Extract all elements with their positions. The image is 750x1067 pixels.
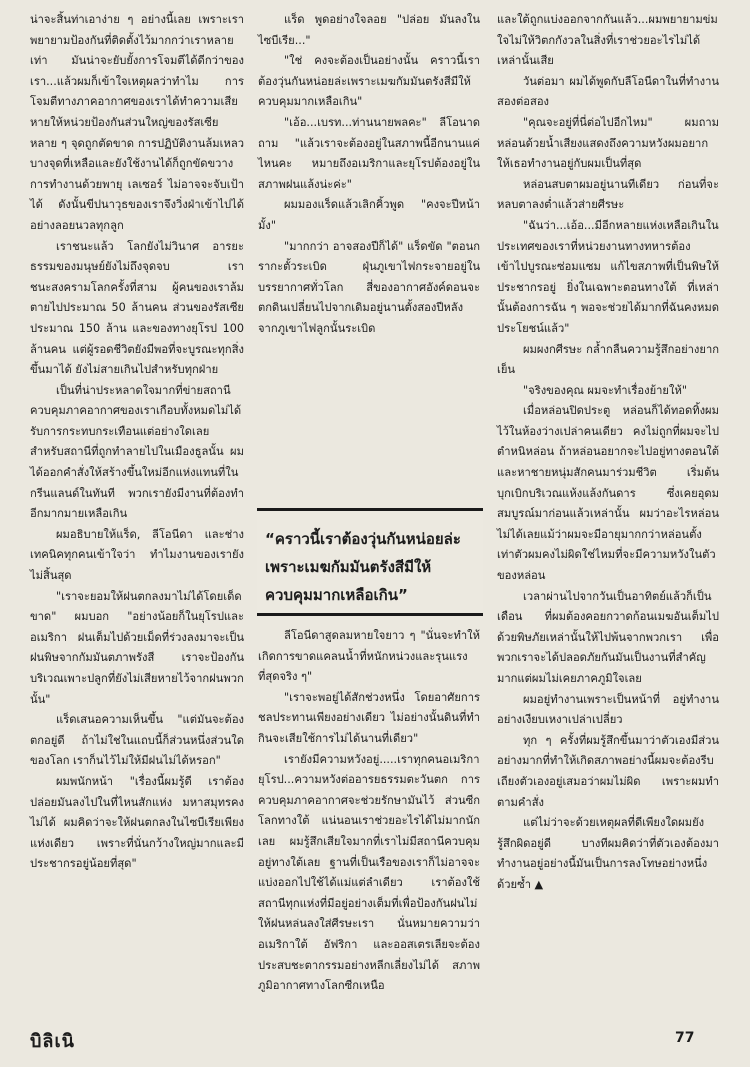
- paragraph: "เราจะยอมให้ฝนตกลงมาไม่ได้โดยเด็ดขาด" ผมบอก "อย่างน้อยก็ในยุโรปและอเมริกา ฝนเต็มไปด้วยเม็ดที่ร่วงลงมาจะเป็นฝนพิษจากกัมมันตภาพรังสี เราจะป้องกันบริเวณเพาะปลูกที่ยังไม่เสียหายไว้จากฝนพวกนั้น": [30, 589, 244, 706]
- paragraph: แร็ดเสนอความเห็นขึ้น "แต่มันจะต้องตกอยู่ดี ถ้าไม่ใช่ในแถบนี้ก็ส่วนหนึ่งส่วนใดของโลก เราก็นไว้ไม่ให้มีฝนไม่ได้หรอก": [30, 713, 244, 768]
- paragraph: เมื่อหล่อนปิดประตู หล่อนก็ได้ทอดทิ้งผมไว้ในห้องว่างเปล่าคนเดียว คงไม่ถูกที่ผมจะไปตำหนิหล่อน ถ้าหล่อนอยากจะไปอยู่ทางตอนใต้และหาชายหนุ่มสักคนมาร่วมชีวิต เริ่มต้นบุกเบิกบริเวณแห้งแล้งกันดาร ซึ่งเคยอุดมสมบูรณ์มาก่อนแล้วเหล่านั้น ผมว่าอะไรหล่อนไม่ได้เลยแม้ว่าผมจะมีอายุมากกว่าหล่อนตั้งเท่าตัวผมคงไม่ผิดใช่ไหมที่จะมีความหวังในตัวของหล่อน: [497, 404, 719, 583]
- paragraph: ผมมองแร็ดแล้วเลิกคิ้วพูด "คงจะปีหน้ามั้ง": [258, 198, 480, 232]
- pull-quote-box: [257, 508, 483, 616]
- paragraph: ลีโอนีดาสูดลมหายใจยาว ๆ "นั่นจะทำให้เกิดการขาดแคลนน้ำที่หนักหน่วงและรุนแรงที่สุดจริง ๆ": [258, 629, 480, 684]
- paragraph: ผมผงกศีรษะ กล้ำกลืนความรู้สึกอย่างยากเย็น: [497, 342, 719, 377]
- paragraph: "ฉันว่า...เอ้อ...มีอีกหลายแห่งเหลือเกินในประเทศของเราที่หน่วยงานทางทหารต้องเข้าไปบูรณะซ่อมแซม แก้ไขสภาพที่เป็นพิษให้ประชากรอยู่ ยิ่งในเฉพาะตอนทางใต้ ที่เหล่านั้นต้องการฉัน ๆ พอจะช่วยได้มากที่ฉันคงหมดประโยชน์แล้ว": [497, 218, 719, 335]
- paragraph: ทุก ๆ ครั้งที่ผมรู้สึกขึ้นมาว่าตัวเองมีส่วนอย่างมากที่ทำให้เกิดสภาพอย่างนี้ผมจะต้องรีบเถียงตัวเองอยู่เสมอว่าผมไม่ผิด เพราะผมทำตามคำสั่ง: [497, 733, 719, 809]
- paragraph: หล่อนสบตาผมอยู่นานทีเดียว ก่อนที่จะหลบตาลงต่ำแล้วส่ายศีรษะ: [497, 177, 719, 212]
- paragraph: เป็นที่น่าประหลาดใจมากที่ข่ายสถานีควบคุมภาคอากาศของเราเกือบทั้งหมดไม่ได้รับการกระทบกระเทือนแต่อย่างใดเลย สำหรับสถานีที่ถูกทำลายไปในเมืองธูลนั้น ผมได้ออกคำสั่งให้สร้างขึ้นใหม่อีกแห่งแทนที่ในกรีนแลนด์ในทันที พวกเรายังมีงานที่ต้องทำอีกมากมายเหลือเกิน: [30, 383, 244, 521]
- paragraph: เรายังมีความหวังอยู่.....เราทุกคนอเมริกา ยุโรป...ความหวังต่ออารยธรรมตะวันตก การควบคุมภาคอากาศจะช่วยรักษามันไว้ ส่วนซีกโลกทางใต้ แน่นอนเราช่วยอะไรได้ไม่มากนักเลย ผมรู้สึกเสียใจมากที่เราไม่มีสถานีควบคุมอยู่ทางใต้เลย ฐานที่เป็นเรือของเราก็ไม่อาจจะแบ่งออกไปใช้ได้แม่แต่ลำเดียว เราต้องใช้สถานีทุกแห่งที่มีอยู่อย่างเต็มที่เพื่อป้องกันฝนไม่ให้ฝนหล่นลงใส่ศีรษะเรา นั่นหมายความว่าอเมริกาใต้ อัฟริกา และออสเตรเลียจะต้องประสบชะตากรรมอย่างหลีกเลี่ยงไม่ได้ สภาพภูมิอากาศทางโลกซีกเหนือ: [258, 752, 480, 993]
- paragraph: "เอ้อ...เบรท...ท่านนายพลคะ" ลีโอนาดถาม "แล้วเราจะต้องอยู่ในสภาพนี้อีกนานแค่ไหนคะ หมายถึงอเมริกาและยุโรปต้องอยู่ในสภาพฝนแล้งน่ะค่ะ": [258, 115, 480, 191]
- paragraph: น่าจะสิ้นท่าเอาง่าย ๆ อย่างนี้เลย เพราะเราพยายามป้องกันที่ติดตั้งไว้มากกว่าเราหลายเท่า มันน่าจะยับยั้งการโจมตีได้ดีกว่าของเรา...แล้วผมก็เข้าใจเหตุผลว่าทำไม การโจมตีทางภาคอากาศของเราได้ทำความเสียหายให้หน่วยป้องกันส่วนใหญ่ของรัสเซีย หลาย ๆ จุดถูกตัดขาด การปฏิบัติงานล้มเหลว บางจุดที่เหลือและยังใช้งานได้ก็ถูกขัดขวางการทำงานด้วยพายุ เลเซอร์ ไม่อาจจะจับเป้าได้ ดังนั้นขีปนาวุธของเราจึงวิ่งฝ่าเข้าไปได้อย่างลอยนวลทุกลูก: [30, 13, 244, 232]
- paragraph: ผมอธิบายให้แร็ด, ลีโอนีดา และช่างเทคนิคทุกคนเข้าใจว่า ทำไมงานของเรายังไม่สิ้นสุด: [30, 527, 244, 583]
- paragraph: แต่ไม่ว่าจะด้วยเหตุผลที่ดีเพียงใดผมยังรู้สึกผิดอยู่ดี บางทีผมคิดว่าที่ตัวเองต้องมาทำงานอยู่อย่างนี้มันเป็นการลงโทษอย่างหนึ่งด้วยซ้ำ ▲: [497, 816, 719, 891]
- paragraph: "คุณจะอยู่ที่นี่ต่อไปอีกไหม" ผมถามหล่อนด้วยน้ำเสียงแสดงถึงความหวังผมอยากให้เธอทำงานอยู่กับผมเป็นที่สุด: [497, 115, 719, 171]
- paragraph: เวลาผ่านไปจากวันเป็นอาทิตย์แล้วก็เป็นเดือน ที่ผมต้องคอยกวาดก้อนเมฆอันเต็มไปด้วยพิษภัยเหล่านั้นให้ไปพ้นจากพวกเรา เพื่อพวกเราจะได้ปลอดภัยกันมันเป็นงานที่สำคัญมากแต่ผมไม่เคยภาคภูมิใจเลย: [497, 589, 719, 685]
- pull-quote: “คราวนี้เราต้องวุ่นกันหน่อยล่ะ เพราะเมฆกัมมันตรังสีมีให้ควบคุมมากเหลือเกิน”: [265, 530, 461, 604]
- magazine-logo: บิลิเนิ: [30, 1031, 75, 1052]
- paragraph: "จริงของคุณ ผมจะทำเรื่องย้ายให้": [523, 383, 687, 397]
- article-column-3: [497, 10, 719, 896]
- paragraph: เราชนะแล้ว โลกยังไม่วินาศ อารยะธรรมของมนุษย์ยังไม่ถึงจุดจบ เราชนะสงครามโลกครั้งที่สาม ผู้คนของเราล้มตายไปประมาณ 50 ล้านคน ส่วนของรัสเซียประมาณ 150 ล้าน และของทางยุโรป 100 ล้านคน แต่ผู้รอดชีวิตยังมีพอที่จะบูรณะทุกสิ่งขึ้นมาได้ ยังไม่สายเกินไปสำหรับทุกฝ่าย: [30, 239, 244, 377]
- paragraph: ผมพนักหน้า "เรื่องนี้ผมรู้ดี เราต้องปล่อยมันลงไปในที่ไหนสักแห่ง มหาสมุทรคงไม่ได้ ผมคิดว่าจะให้ฝนตกลงในไซบีเรียเพียงแห่งเดียว เพราะที่นั่นกว้างใหญ่มากและมีประชากรอยู่น้อยที่สุด": [30, 774, 244, 871]
- article-column-2-bottom: [258, 626, 480, 997]
- page-number: 77: [675, 1030, 695, 1046]
- article-column-2-top: [258, 10, 480, 340]
- paragraph: ผมอยู่ทำงานเพราะเป็นหน้าที่ อยู่ทำงานอย่างเงียบเหงาเปล่าเปลี่ยว: [497, 692, 719, 727]
- paragraph: "มากกว่า อาจสองปีก็ได้" แร็ดขัด "ตอนกรากะตั้วระเบิด ฝุ่นภูเขาไฟกระจายอยู่ในบรรยากาศทั่วโลก สี่ของอากาศอังค์ดอนจะตกดินเปลี่ยนไปจากเดิมอยู่นานตั้งสองปีหลังจากภูเขาไฟลูกนั้นระเบิด: [258, 239, 480, 335]
- paragraph: และใต้ถูกแบ่งออกจากกันแล้ว...ผมพยายามข่มใจไม่ให้วิตกกังวลในสิ่งที่เราช่วยอะไรไม่ได้เหล่านั้นเสีย: [497, 13, 718, 68]
- article-column-1: [30, 10, 244, 875]
- paragraph: วันต่อมา ผมได้พูดกับลีโอนีดาในที่ทำงานสองต่อสอง: [497, 74, 719, 109]
- paragraph: "ใช่ คงจะต้องเป็นอย่างนั้น คราวนี้เราต้องวุ่นกันหน่อยล่ะเพราะเมฆกัมมันตรังสีมีให้ควบคุมมากเหลือเกิน": [258, 54, 480, 109]
- paragraph: แร็ด พูดอย่างใจลอย "ปล่อย มันลงในไซบีเรีย...": [258, 13, 480, 47]
- paragraph: "เราจะพอยู่ได้สักช่วงหนึ่ง โดยอาศัยการชลประทานเพียงอย่างเดียว ไม่อย่างนั้นดินที่ทำกินจะเสียใช้การไม่ได้นานที่เดียว": [258, 690, 480, 745]
